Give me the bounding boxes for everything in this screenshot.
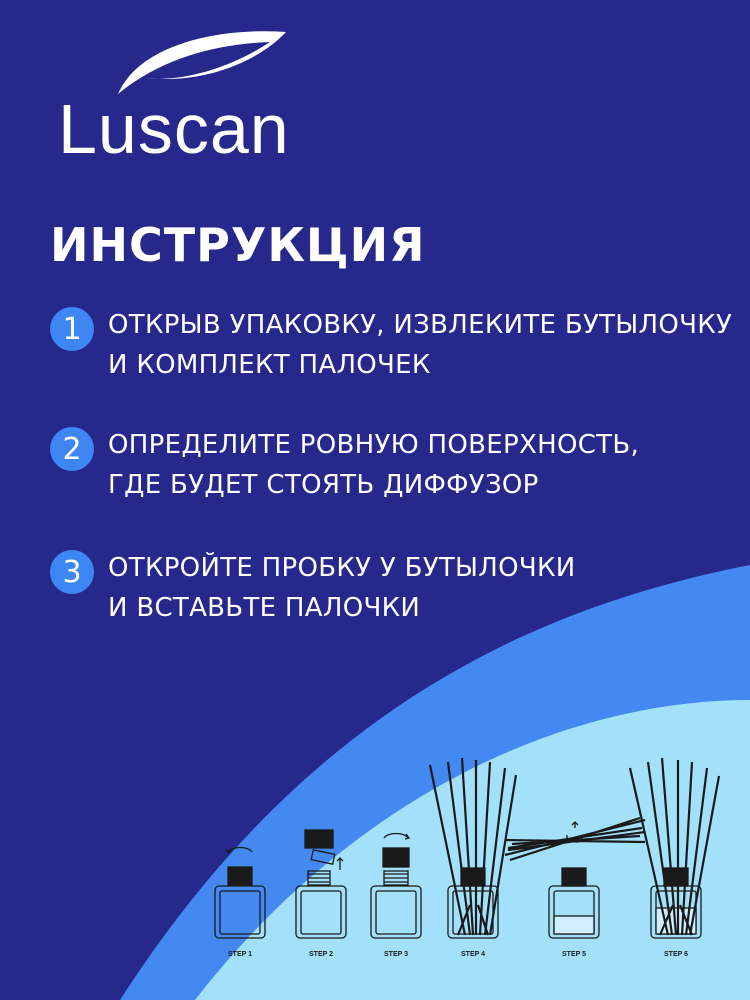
brand-logo xyxy=(58,22,318,168)
step-line: ГДЕ БУДЕТ СТОЯТЬ ДИФФУЗОР xyxy=(108,470,539,500)
step-line: ОПРЕДЕЛИТЕ РОВНУЮ ПОВЕРХНОСТЬ, xyxy=(108,430,640,460)
step-item-3 xyxy=(50,548,576,628)
diffuser-steps-illustration xyxy=(0,740,750,970)
step3-bottle-icon xyxy=(371,834,421,939)
step-text xyxy=(108,425,639,505)
step-item-1 xyxy=(50,305,732,385)
step-number-badge: 3 xyxy=(50,550,94,594)
step-line: ОТКРЫВ УПАКОВКУ, ИЗВЛЕКИТЕ БУТЫЛОЧКУ xyxy=(108,310,733,340)
step-number-badge: 1 xyxy=(50,307,94,351)
step-label: STEP 3 xyxy=(384,951,408,958)
step-number-badge: 2 xyxy=(50,427,94,471)
step-label: STEP 5 xyxy=(562,951,586,958)
step1-bottle-icon xyxy=(215,848,265,939)
step-label: STEP 1 xyxy=(228,951,252,958)
step2-bottle-icon xyxy=(296,830,346,938)
step-text xyxy=(108,305,732,385)
brand-name: Luscan xyxy=(58,90,290,168)
step-item-2 xyxy=(50,425,639,505)
step-line: ОТКРОЙТЕ ПРОБКУ У БУТЫЛОЧКИ xyxy=(108,553,576,583)
step-line: И ВСТАВЬТЕ ПАЛОЧКИ xyxy=(108,593,421,623)
step-label: STEP 6 xyxy=(664,951,688,958)
step-line: И КОМПЛЕКТ ПАЛОЧЕК xyxy=(108,350,431,380)
page-title: ИНСТРУКЦИЯ xyxy=(50,218,426,272)
step5-bottle-icon xyxy=(505,818,645,938)
step-label: STEP 2 xyxy=(309,951,333,958)
step4-bottle-icon xyxy=(430,758,516,938)
step-text xyxy=(108,548,576,628)
step-label: STEP 4 xyxy=(461,951,485,958)
step6-bottle-icon xyxy=(630,758,719,938)
